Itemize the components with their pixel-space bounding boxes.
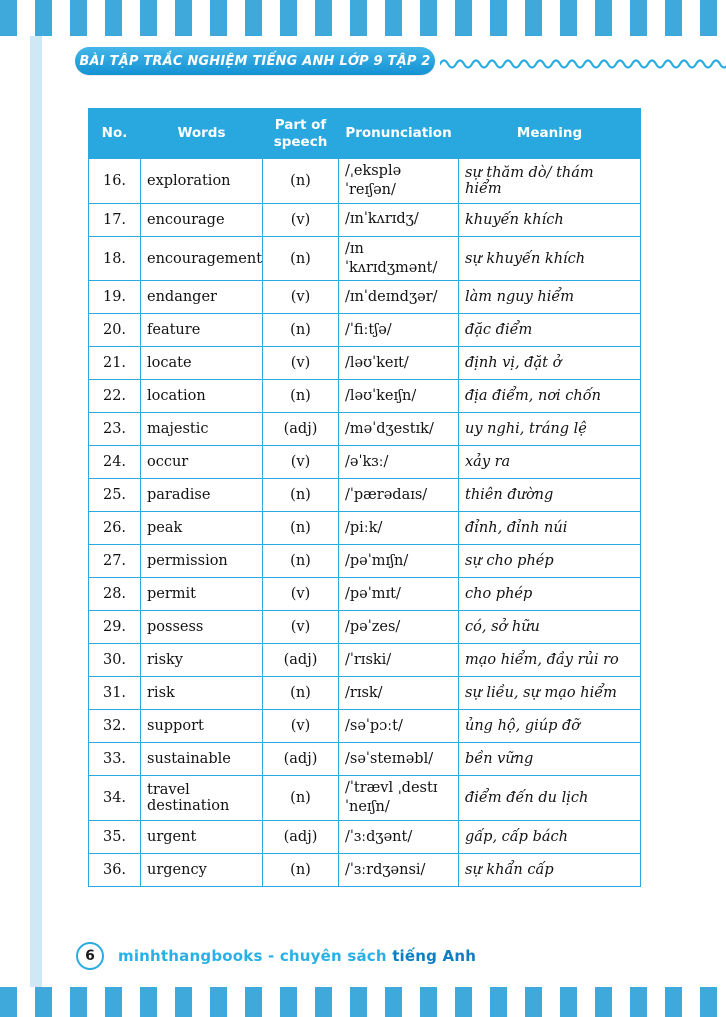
- col-header-meaning: Meaning: [459, 109, 641, 159]
- cell-pronunciation: /ˈfiːtʃə/: [339, 314, 459, 347]
- cell-part-of-speech: (adj): [263, 644, 339, 677]
- cell-part-of-speech: (n): [263, 854, 339, 887]
- cell-meaning: thiên đường: [459, 479, 641, 512]
- col-header-no: No.: [89, 109, 141, 159]
- cell-pronunciation: /məˈdʒestɪk/: [339, 413, 459, 446]
- cell-pronunciation: /ˈɜːdʒənt/: [339, 821, 459, 854]
- table-row: [89, 281, 641, 314]
- cell-word: urgency: [141, 854, 263, 887]
- table-row: [89, 821, 641, 854]
- cell-part-of-speech: (n): [263, 545, 339, 578]
- cell-pronunciation: /ləʊˈkeɪt/: [339, 347, 459, 380]
- cell-no: 18.: [89, 236, 141, 281]
- cell-pronunciation: /pəˈmɪt/: [339, 578, 459, 611]
- col-header-part-of-speech: Part of speech: [263, 109, 339, 159]
- col-header-words: Words: [141, 109, 263, 159]
- cell-word: sustainable: [141, 743, 263, 776]
- cell-meaning: cho phép: [459, 578, 641, 611]
- cell-pronunciation: /ləʊˈkeɪʃn/: [339, 380, 459, 413]
- cell-part-of-speech: (n): [263, 314, 339, 347]
- publisher-brand: [118, 947, 476, 965]
- cell-part-of-speech: (n): [263, 159, 339, 204]
- cell-no: 22.: [89, 380, 141, 413]
- cell-no: 32.: [89, 710, 141, 743]
- cell-part-of-speech: (n): [263, 479, 339, 512]
- cell-word: feature: [141, 314, 263, 347]
- cell-pronunciation: /əˈkɜː/: [339, 446, 459, 479]
- table-row: [89, 578, 641, 611]
- cell-word: permit: [141, 578, 263, 611]
- cell-pronunciation: /səˈpɔːt/: [339, 710, 459, 743]
- cell-meaning: địa điểm, nơi chốn: [459, 380, 641, 413]
- top-stripe-border: [0, 0, 726, 36]
- cell-meaning: đỉnh, đỉnh núi: [459, 512, 641, 545]
- cell-word: support: [141, 710, 263, 743]
- vocab-table: [88, 108, 641, 887]
- cell-meaning: có, sở hữu: [459, 611, 641, 644]
- cell-meaning: uy nghi, tráng lệ: [459, 413, 641, 446]
- cell-no: 19.: [89, 281, 141, 314]
- cell-no: 33.: [89, 743, 141, 776]
- cell-meaning: sự cho phép: [459, 545, 641, 578]
- table-row: [89, 446, 641, 479]
- cell-meaning: sự liều, sự mạo hiểm: [459, 677, 641, 710]
- table-row: [89, 159, 641, 204]
- page-header: [0, 44, 726, 78]
- cell-part-of-speech: (v): [263, 578, 339, 611]
- cell-no: 27.: [89, 545, 141, 578]
- cell-word: locate: [141, 347, 263, 380]
- cell-no: 21.: [89, 347, 141, 380]
- cell-part-of-speech: (adj): [263, 821, 339, 854]
- cell-meaning: sự thăm dò/ thám hiểm: [459, 159, 641, 204]
- table-row: [89, 347, 641, 380]
- brand-text: minhthangbooks - chuyên sách: [118, 947, 393, 965]
- cell-part-of-speech: (v): [263, 203, 339, 236]
- cell-meaning: điểm đến du lịch: [459, 776, 641, 821]
- cell-meaning: bền vững: [459, 743, 641, 776]
- table-row: [89, 677, 641, 710]
- table-row: [89, 512, 641, 545]
- table-row: [89, 854, 641, 887]
- cell-pronunciation: /ˈrɪski/: [339, 644, 459, 677]
- cell-pronunciation: /ˌekspləˈreɪʃən/: [339, 159, 459, 204]
- cell-no: 26.: [89, 512, 141, 545]
- cell-part-of-speech: (n): [263, 677, 339, 710]
- cell-word: occur: [141, 446, 263, 479]
- cell-meaning: khuyến khích: [459, 203, 641, 236]
- cell-part-of-speech: (adj): [263, 413, 339, 446]
- cell-word: majestic: [141, 413, 263, 446]
- table-row: [89, 479, 641, 512]
- cell-no: 20.: [89, 314, 141, 347]
- cell-no: 36.: [89, 854, 141, 887]
- table-row: [89, 413, 641, 446]
- cell-meaning: xảy ra: [459, 446, 641, 479]
- cell-meaning: làm nguy hiểm: [459, 281, 641, 314]
- cell-pronunciation: /ˈɜːrdʒənsi/: [339, 854, 459, 887]
- vocab-table-body: [89, 159, 641, 887]
- page-number-badge: 6: [76, 942, 104, 970]
- table-row: [89, 314, 641, 347]
- cell-part-of-speech: (v): [263, 281, 339, 314]
- cell-part-of-speech: (v): [263, 347, 339, 380]
- cell-meaning: định vị, đặt ở: [459, 347, 641, 380]
- cell-word: paradise: [141, 479, 263, 512]
- cell-meaning: đặc điểm: [459, 314, 641, 347]
- cell-meaning: mạo hiểm, đầy rủi ro: [459, 644, 641, 677]
- table-row: [89, 236, 641, 281]
- cell-word: encouragement: [141, 236, 263, 281]
- cell-word: encourage: [141, 203, 263, 236]
- cell-no: 29.: [89, 611, 141, 644]
- cell-part-of-speech: (adj): [263, 743, 339, 776]
- cell-word: endanger: [141, 281, 263, 314]
- cell-no: 35.: [89, 821, 141, 854]
- cell-part-of-speech: (v): [263, 710, 339, 743]
- cell-word: possess: [141, 611, 263, 644]
- cell-part-of-speech: (n): [263, 236, 339, 281]
- header-row: [89, 109, 641, 159]
- cell-part-of-speech: (n): [263, 512, 339, 545]
- cell-part-of-speech: (n): [263, 380, 339, 413]
- cell-pronunciation: /rɪsk/: [339, 677, 459, 710]
- cell-word: peak: [141, 512, 263, 545]
- table-row: [89, 611, 641, 644]
- col-header-pronunciation: Pronunciation: [339, 109, 459, 159]
- cell-pronunciation: /ɪnˈkʌrɪdʒmənt/: [339, 236, 459, 281]
- table-row: [89, 743, 641, 776]
- cell-no: 30.: [89, 644, 141, 677]
- cell-no: 17.: [89, 203, 141, 236]
- cell-word: travel destination: [141, 776, 263, 821]
- wavy-line-decoration: [440, 55, 726, 73]
- header-banner-title: BÀI TẬP TRẮC NGHIỆM TIẾNG ANH LỚP 9 TẬP 2: [75, 47, 435, 75]
- bottom-stripe-border: [0, 987, 726, 1017]
- cell-part-of-speech: (v): [263, 446, 339, 479]
- cell-pronunciation: /səˈsteɪnəbl/: [339, 743, 459, 776]
- page-footer: [76, 942, 476, 970]
- cell-word: risk: [141, 677, 263, 710]
- cell-no: 28.: [89, 578, 141, 611]
- cell-no: 23.: [89, 413, 141, 446]
- cell-meaning: sự khẩn cấp: [459, 854, 641, 887]
- cell-part-of-speech: (n): [263, 776, 339, 821]
- cell-pronunciation: /piːk/: [339, 512, 459, 545]
- table-row: [89, 203, 641, 236]
- cell-no: 31.: [89, 677, 141, 710]
- cell-pronunciation: /ɪnˈkʌrɪdʒ/: [339, 203, 459, 236]
- table-row: [89, 644, 641, 677]
- table-row: [89, 380, 641, 413]
- cell-no: 16.: [89, 159, 141, 204]
- cell-pronunciation: /ˈtrævl ˌdestɪˈneɪʃn/: [339, 776, 459, 821]
- cell-word: urgent: [141, 821, 263, 854]
- cell-no: 34.: [89, 776, 141, 821]
- left-margin-bar: [30, 36, 42, 987]
- table-row: [89, 710, 641, 743]
- table-row: [89, 545, 641, 578]
- cell-word: risky: [141, 644, 263, 677]
- cell-pronunciation: /pəˈmɪʃn/: [339, 545, 459, 578]
- cell-word: permission: [141, 545, 263, 578]
- cell-meaning: gấp, cấp bách: [459, 821, 641, 854]
- cell-meaning: ủng hộ, giúp đỡ: [459, 710, 641, 743]
- cell-no: 25.: [89, 479, 141, 512]
- cell-part-of-speech: (v): [263, 611, 339, 644]
- cell-meaning: sự khuyến khích: [459, 236, 641, 281]
- brand-highlight: tiếng Anh: [392, 947, 477, 965]
- cell-pronunciation: /ɪnˈdeɪndʒər/: [339, 281, 459, 314]
- cell-word: exploration: [141, 159, 263, 204]
- cell-pronunciation: /ˈpærədaɪs/: [339, 479, 459, 512]
- vocab-table-header: [89, 109, 641, 159]
- cell-word: location: [141, 380, 263, 413]
- table-row: [89, 776, 641, 821]
- cell-no: 24.: [89, 446, 141, 479]
- cell-pronunciation: /pəˈzes/: [339, 611, 459, 644]
